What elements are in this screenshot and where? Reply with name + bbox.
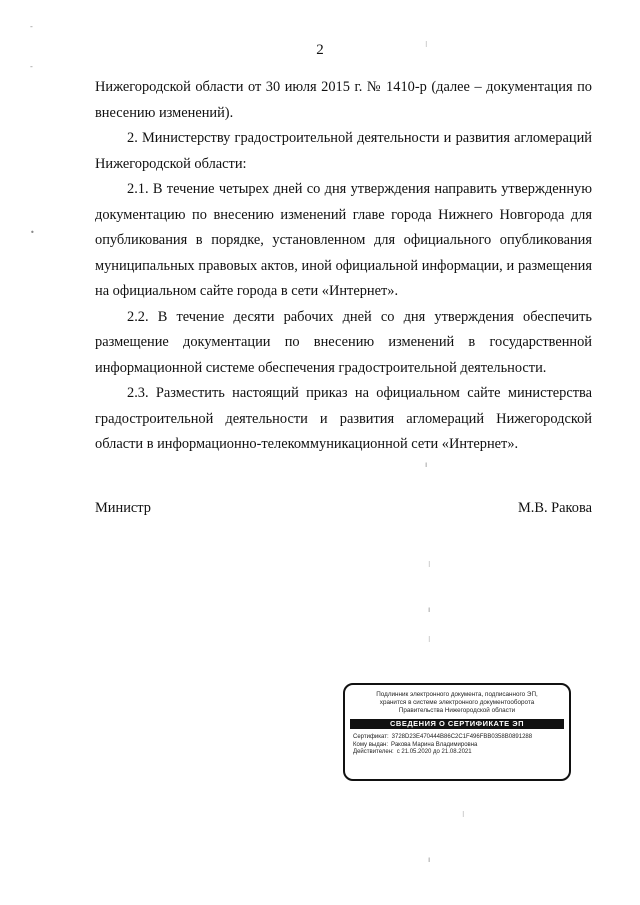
stamp-certificate-label: Сертификат:	[353, 734, 389, 740]
stamp-details	[353, 734, 561, 757]
e-signature-stamp	[343, 683, 571, 781]
stamp-notice	[345, 691, 569, 715]
stamp-issued-to-label: Кому выдан:	[353, 741, 389, 748]
scan-speck: •	[30, 228, 35, 237]
signer-position: Министр	[95, 500, 151, 516]
scan-speck: ⁝	[428, 635, 431, 644]
paragraph-item-2: 2. Министерству градостроительной деятельности и развития агломераций Нижегородской области:	[95, 130, 592, 172]
stamp-valid-row	[353, 749, 561, 757]
scan-speck: ⁝	[425, 40, 428, 49]
stamp-notice-line: Подлинник электронного документа, подписанного ЭП,	[376, 691, 538, 698]
stamp-valid-value: с 21.05.2020 до 21.08.2021	[396, 749, 472, 756]
stamp-certificate-row	[353, 734, 561, 742]
signature-block	[95, 500, 592, 517]
stamp-notice-line: Правительства Нижегородской области	[398, 707, 516, 714]
scan-speck: ⁝	[428, 560, 431, 569]
scan-speck: ı	[428, 855, 431, 864]
paragraph-item-2-2: 2.2. В течение десяти рабочих дней со дня утверждения обеспечить размещение документации по внесению изменений в государственной информационной системе обеспечения градостроительной деятельности.	[95, 308, 592, 376]
stamp-notice-line: хранится в системе электронного документооборота	[379, 699, 535, 706]
stamp-issued-to-value: Ракова Марина Владимировна	[391, 741, 478, 748]
scan-speck: -	[30, 62, 33, 71]
scan-speck: ⁝	[462, 810, 465, 819]
scan-speck: ı	[425, 460, 428, 469]
page-number: 2	[316, 42, 324, 58]
stamp-certificate-value: 3728D23E470444B86C2C1F496FBB0358B0891288	[391, 734, 533, 740]
stamp-header: СВЕДЕНИЯ О СЕРТИФИКАТЕ ЭП	[350, 719, 564, 729]
stamp-valid-label: Действителен:	[353, 749, 394, 756]
paragraph-item-2-1: 2.1. В течение четырех дней со дня утверждения направить утвержденную документацию по внесению изменений главе города Нижнего Новгорода для опубликования в порядке, установленном для официального опубликования муниципальных правовых актов, иной официальной информации, и размещения на официальном сайте города в сети «Интернет».	[95, 181, 592, 299]
document-body	[95, 75, 592, 458]
paragraph-item-2-3: 2.3. Разместить настоящий приказ на официальном сайте министерства градостроительной деятельности и развития агломераций Нижегородской области в информационно-телекоммуникационной сети «Интернет».	[95, 385, 592, 452]
paragraph-continuation: Нижегородской области от 30 июля 2015 г. № 1410-р (далее – документация по внесению изменений).	[95, 79, 592, 121]
scan-speck: ı	[428, 605, 431, 614]
signer-name: М.В. Ракова	[517, 500, 592, 516]
scan-speck: -	[30, 22, 33, 31]
